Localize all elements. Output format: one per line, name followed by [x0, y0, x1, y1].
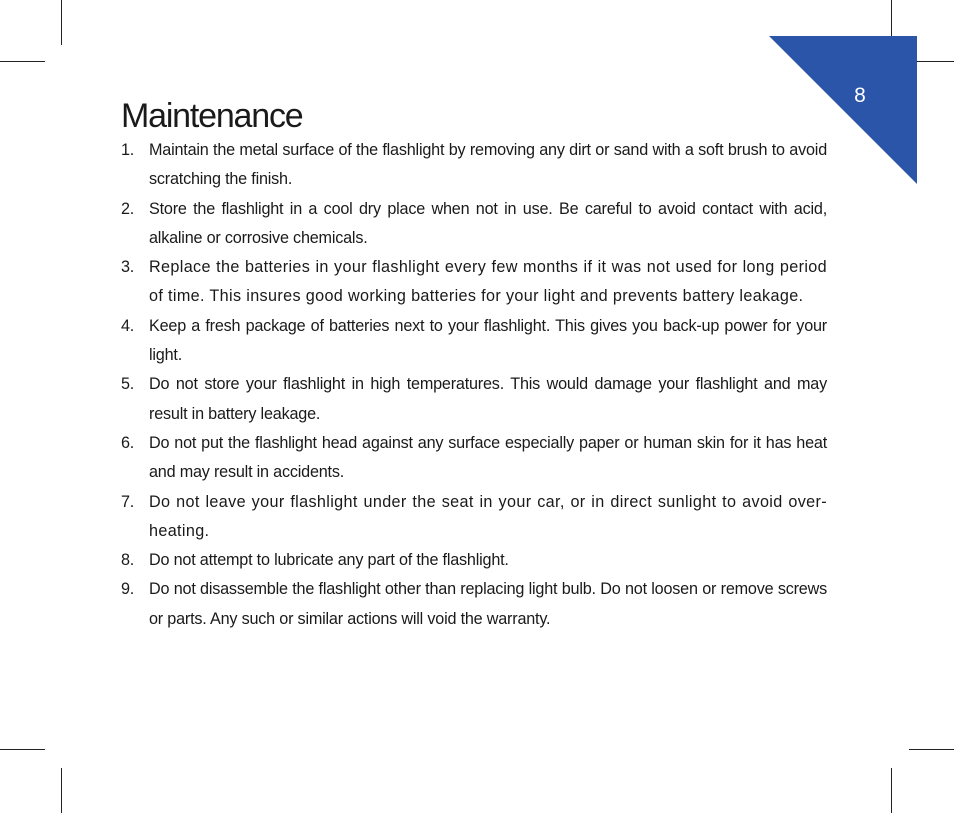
crop-mark-bottom-right-horizontal: [909, 749, 954, 750]
list-item-text: Do not store your flashlight in high temperatures. This would damage your flashlight and may result in battery leakage.: [149, 375, 827, 423]
crop-mark-top-left-horizontal: [0, 61, 45, 62]
crop-mark-top-left-vertical: [61, 0, 62, 45]
list-item: [121, 546, 827, 575]
crop-mark-bottom-right-vertical: [891, 768, 892, 813]
list-item-number: 8.: [121, 551, 135, 570]
list-item: [121, 488, 827, 547]
list-item: [121, 136, 827, 195]
list-item-text: Do not disassemble the flashlight other than replacing light bulb. Do not loosen or remove screws or parts. Any such or similar actions will void the warranty.: [149, 580, 827, 628]
page-number: 8: [854, 84, 866, 107]
list-item: [121, 575, 827, 634]
list-item-text: Store the flashlight in a cool dry place when not in use. Be careful to avoid contact with acid, alkaline or corrosive chemicals.: [149, 199, 827, 247]
maintenance-list: [121, 136, 827, 634]
list-item-text: Do not leave your flashlight under the seat in your car, or in direct sunlight to avoid over-heating.: [149, 492, 827, 540]
list-item: [121, 370, 827, 429]
list-item-number: 4.: [121, 316, 135, 335]
list-item-text: Maintain the metal surface of the flashlight by removing any dirt or sand with a soft brush to avoid scratching the finish.: [149, 141, 827, 189]
list-item-text: Keep a fresh package of batteries next to your flashlight. This gives you back-up power for your light.: [149, 316, 827, 365]
list-item-number: 7.: [121, 492, 135, 511]
list-item: [121, 312, 827, 371]
list-item-text: Do not put the flashlight head against any surface especially paper or human skin for it has heat and may result in accidents.: [149, 433, 827, 482]
list-item-number: 2.: [121, 199, 135, 218]
list-item-number: 5.: [121, 375, 135, 394]
list-item-number: 3.: [121, 258, 135, 277]
crop-mark-bottom-left-vertical: [61, 768, 62, 813]
crop-mark-bottom-left-horizontal: [0, 749, 45, 750]
list-item-text: Replace the batteries in your flashlight every few months if it was not used for long period of time. This insures good working batteries for your light and prevents battery leakage.: [149, 258, 827, 306]
list-item: [121, 429, 827, 488]
page-title: Maintenance: [121, 97, 303, 135]
list-item-number: 6.: [121, 433, 135, 452]
list-item: [121, 195, 827, 254]
list-item: [121, 253, 827, 312]
list-item-text: Do not attempt to lubricate any part of the flashlight.: [149, 551, 509, 570]
list-item-number: 1.: [121, 141, 135, 159]
list-item-number: 9.: [121, 580, 135, 599]
